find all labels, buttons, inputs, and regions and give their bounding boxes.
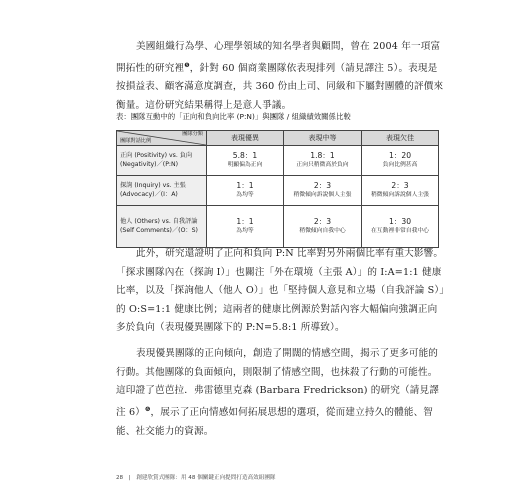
intro-paragraph	[116, 38, 446, 116]
cell-os-excellent	[207, 206, 284, 248]
footnote-5-marker[interactable]: ❺	[184, 61, 190, 69]
ratio-note: 明顯偏為正向	[227, 161, 263, 168]
cell-pn-average	[284, 146, 362, 176]
ratio-comparison-table	[116, 130, 439, 248]
header-excellent: 表現優異	[207, 131, 284, 146]
corner-top-label: 團隊分類	[182, 131, 203, 137]
row-pn	[117, 146, 439, 176]
cell-ia-poor	[362, 176, 439, 206]
fredrickson-text-a: 表現優異團隊的正向傾向，創造了開闊的情感空間，揭示了更多可能的行動。其他團隊的負面傾向，則限制了情感空間，也抹殺了行動的可能性。這印證了芭芭拉．弗雷德里克森 (Barbara Fredrickson) 的研究（請見譯注 6）	[116, 348, 440, 418]
ratio-note: 稍微傾向訴說個人主張	[371, 191, 429, 198]
ratio-note: 為均等	[236, 227, 254, 234]
ratio-note: 稍微傾向訴說個人主張	[293, 191, 352, 198]
ratio-value: 1：1	[236, 217, 254, 227]
ratio-value: 1.8：1	[310, 151, 335, 161]
table-corner-cell	[117, 131, 207, 146]
findings-paragraph: 此外，研究還證明了正向和負向 P:N 比率對另外兩個比率有重大影響。「探求團隊內在（探詢 I）」也關注「外在環境（主張 A）」的 I:A=1:1 健康比率，以及「探詢他人（他人 O）」也「堅持個人意見和立場（自我評論 S）」的 O:S=1:1 健康比例；這兩者的健康比例源於對話內容大幅偏向強調正向多於負向（表現優異團隊下的 P:N=5.8:1 所導致）。	[116, 248, 445, 334]
cell-ia-average	[284, 176, 362, 206]
table-caption: 表：團隊互動中的「正向和負向比率 (P:N)」與團隊 / 組織績效關係比較	[116, 112, 351, 121]
cell-os-poor	[362, 206, 439, 248]
fredrickson-text-b: ，展示了正向情感如何拓展思想的選項，從而建立持久的體能、智能、社交能力的資源。	[116, 406, 434, 437]
ratio-note: 正向只稍微高於負向	[296, 161, 349, 168]
ratio-note: 在互動裡非常自我中心	[371, 227, 429, 234]
row-label-os: 他人 (Others) vs. 自我評論 (Self Comments)／(O：S)	[117, 206, 207, 248]
row-ia	[117, 176, 439, 206]
footnote-6-marker[interactable]: ❻	[144, 405, 151, 413]
row-label-ia: 探詢 (Inquiry) vs. 主張 (Advocacy)／(I：A)	[117, 176, 207, 206]
ratio-value: 1：1	[236, 181, 254, 191]
ratio-value: 1：20	[388, 151, 412, 161]
corner-bottom-label: 團隊對話比例	[120, 138, 152, 144]
cell-pn-excellent	[207, 146, 284, 176]
cell-pn-poor	[362, 146, 439, 176]
header-poor: 表現欠佳	[362, 131, 439, 146]
ratio-note: 稍微傾向自我中心	[299, 227, 346, 234]
ratio-value: 2：3	[313, 181, 332, 191]
ratio-note: 負向比例甚高	[382, 161, 418, 168]
ratio-value: 1：30	[388, 217, 412, 227]
ratio-value: 5.8：1	[232, 151, 258, 161]
page-footer: 28 | 創建欣賞式團隊：用 48 個關鍵正向提問打造高效組團隊	[116, 475, 276, 481]
fredrickson-paragraph	[116, 345, 446, 441]
ratio-note: 為均等	[236, 191, 254, 198]
cell-os-average	[284, 206, 362, 248]
intro-text-a: 美國組織行為學、心理學領域的知名學者與顧問，曾在 2004 年一項富開拓性的研究裡	[116, 41, 441, 74]
ratio-value: 2：3	[391, 181, 409, 191]
intro-text-b: ，針對 60 個商業團隊依表現排列（請見譯注 5）。表現是按損益表、顧客滿意度調查，共 360 份由上司、同級和下屬對團體的評價來衡量。這份研究結果稱得上是意人爭議。	[116, 62, 444, 111]
table-header-row	[117, 131, 439, 146]
header-average: 表現中等	[284, 131, 362, 146]
row-os	[117, 206, 439, 248]
cell-ia-excellent	[207, 176, 284, 206]
row-label-pn: 正向 (Positivity) vs. 負向 (Negativity)／(P:N)	[117, 146, 207, 176]
ratio-value: 2：3	[313, 217, 332, 227]
